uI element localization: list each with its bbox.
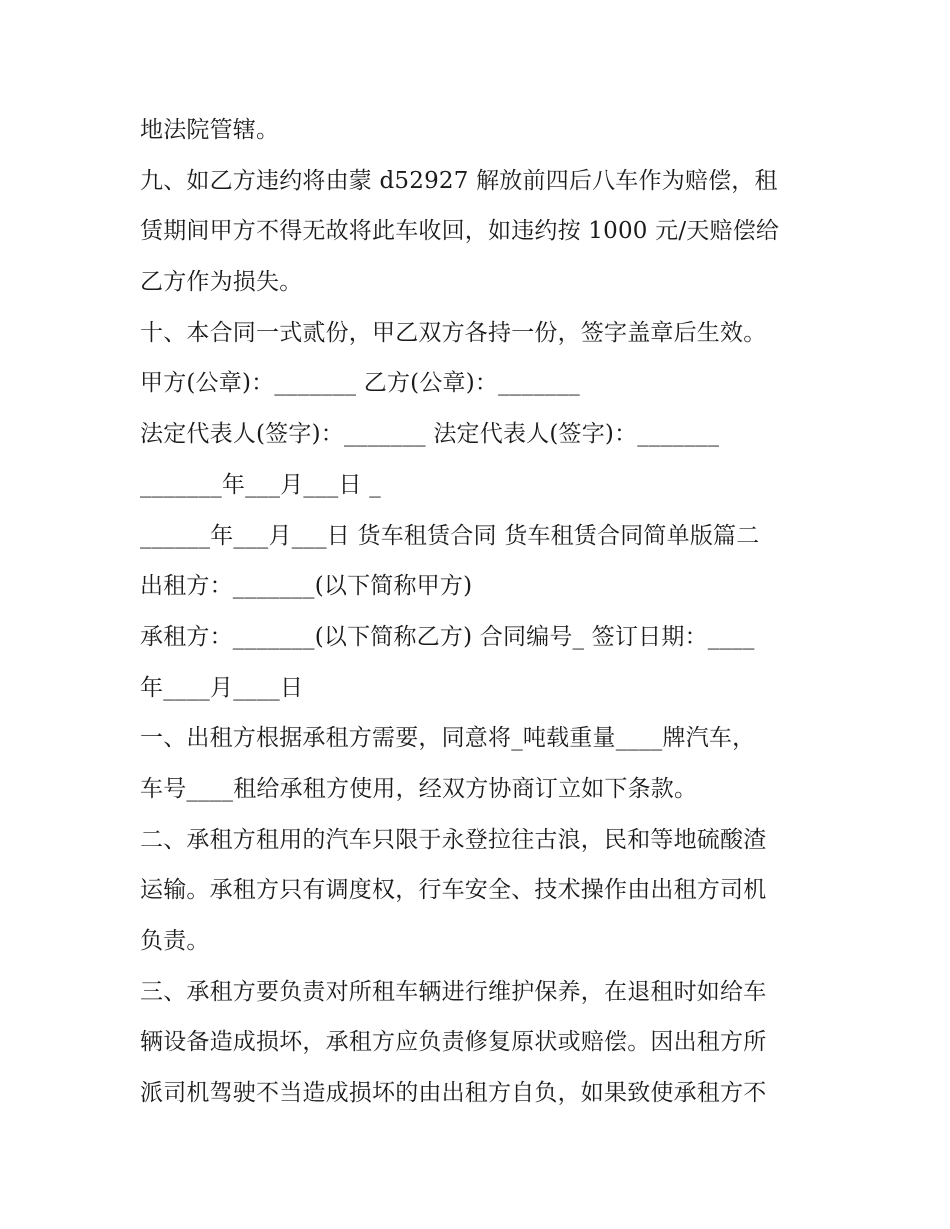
text-line-3: 赁期间甲方不得无故将此车收回，如违约按 1000 元/天赔偿给 [140,218,780,245]
text-line-5: 十、本合同一式贰份，甲乙双方各持一份，签字盖章后生效。 [140,319,767,346]
text-line-8: _______年___月___日 _ [140,471,381,498]
text-line-1: 地法院管辖。 [140,117,280,143]
text-line-12: 年____月____日 [140,674,304,701]
text-line-18: 三、承租方要负责对所租车辆进行维护保养，在退租时如给车 [140,978,767,1005]
text-line-15: 二、承租方租用的汽车只限于永登拉往古浪，民和等地硫酸渣 [140,826,767,853]
text-line-20: 派司机驾驶不当造成损坏的由出租方自负，如果致使承租方不 [140,1080,767,1107]
text-line-2: 九、如乙方违约将由蒙 d52927 解放前四后八车作为赔偿，租 [140,167,778,194]
text-line-16: 运输。承租方只有调度权，行车安全、技术操作由出租方司机 [140,877,767,904]
text-line-7: 法定代表人(签字)：_______ 法定代表人(签字)：_______ [140,421,720,448]
text-line-9: ______年___月___日 货车租赁合同 货车租赁合同简单版篇二 [140,522,760,549]
text-line-17: 负责。 [140,928,210,954]
text-line-19: 辆设备造成损坏，承租方应负责修复原状或赔偿。因出租方所 [140,1029,767,1056]
text-line-11: 承租方：_______(以下简称乙方) 合同编号_ 签订日期：____ [140,623,755,650]
text-line-6: 甲方(公章)：_______ 乙方(公章)：_______ [140,370,581,397]
text-line-10: 出租方：_______(以下简称甲方) [140,573,473,600]
document-page [140,105,820,1119]
text-line-14: 车号____租给承租方使用，经双方协商订立如下条款。 [140,775,698,802]
text-line-13: 一、出租方根据承租方需要，同意将_吨载重量____牌汽车， [140,725,756,752]
text-line-4: 乙方作为损失。 [140,269,303,296]
